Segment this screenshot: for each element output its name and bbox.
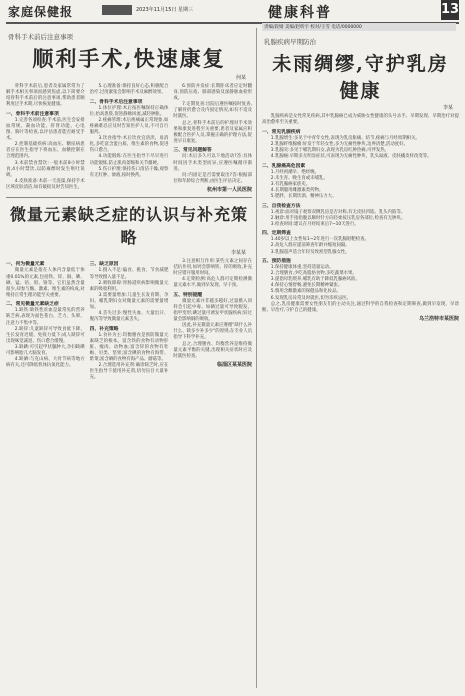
subheading: 四、补充策略 bbox=[89, 326, 119, 332]
text-column bbox=[6, 259, 85, 382]
text-column bbox=[90, 259, 169, 382]
article-byline: 李某某 bbox=[230, 249, 246, 256]
article-title: 顺利手术,快速康复 bbox=[32, 46, 226, 71]
editor-info: 责编/段婧 美编/赵昕宇 校对/王雪 电话/0000000 bbox=[262, 23, 456, 31]
page-number: 13 bbox=[441, 0, 459, 20]
paragraph: 4.丢失过多:慢性失血、大量出汗、腹泻等导致微量元素丢失。 bbox=[89, 311, 169, 323]
text-column bbox=[262, 114, 459, 322]
subheading: 二、骨科手术后注意事项 bbox=[89, 99, 143, 105]
article-body bbox=[262, 114, 459, 322]
paragraph: 4.定期检测:高危人群可定期检测微量元素水平,做到早发现、早干预。 bbox=[173, 277, 253, 289]
paragraph: 4.保持心情舒畅,避免长期精神紧张。 bbox=[270, 283, 343, 289]
paragraph: 1.40岁以上女性每1~2年进行一次乳腺钼靶检查。 bbox=[270, 237, 369, 243]
paragraph: 因此,补充微量元素应遵循"缺什么补什么、缺多少补多少"的原则,在专业人员指导下科学补充。 bbox=[173, 323, 253, 341]
paragraph: 3.饮食指导:术后饮食宜清淡、易消化,多吃富含蛋白质、维生素的食物,促进伤口愈合。 bbox=[89, 136, 169, 154]
author-affiliation: 乌兰浩特市某医院 bbox=[418, 315, 459, 322]
left-column bbox=[6, 28, 252, 382]
paragraph: 1.缺铁:缺铁性贫血是最常见的营养缺乏病,表现为面色苍白、乏力、头晕、注意力不集中等。 bbox=[6, 308, 85, 326]
paragraph: 2.高危人群应提前筛查年龄并缩短间隔。 bbox=[270, 243, 350, 249]
paragraph: 乳腺疾病是女性常见疾病,其中乳腺癌已成为威胁女性健康的头号杀手。早期发现、早期治疗对提高治愈率至关重要。 bbox=[262, 114, 459, 126]
author-affiliation: 杭州市第一人民医院 bbox=[207, 186, 253, 193]
paragraph: 2.吸收障碍:胃肠道疾病影响微量元素的吸收利用。 bbox=[89, 280, 169, 292]
paragraph: 3.提倡母乳喂养,哺乳有助于降低乳腺癌风险。 bbox=[270, 277, 360, 283]
article-byline: 何某 bbox=[235, 75, 246, 81]
paragraph: 微量元素是指在人体内含量低于体重0.01%的元素,包括铁、锌、铜、碘、硒、锰、钴、钼、铬等。它们虽然含量很少,却参与酶、激素、维生素的构成,对维持正常生理功能至关重要。 bbox=[6, 268, 85, 298]
masthead-bar bbox=[102, 5, 132, 15]
paragraph: 2.合理膳食,少吃高脂肪食物,多吃蔬菜水果。 bbox=[270, 271, 357, 277]
subheading: 三、常见问题解答 bbox=[173, 148, 212, 154]
paragraph: 总之,合理膳食、均衡营养是维持微量元素平衡的关键,出现相关症状时应及时就医检查。 bbox=[173, 341, 253, 359]
paragraph: 3.需要量增加:儿童生长发育期、孕妇、哺乳期妇女对微量元素的需要量增加。 bbox=[89, 292, 169, 310]
subheading: 二、常见微量元素缺乏症 bbox=[6, 302, 59, 308]
text-column bbox=[173, 84, 252, 193]
issue-date: 2023年11月15日 星期三 bbox=[136, 7, 194, 13]
paragraph: 3.乳腺炎:多见于哺乳期妇女,表现为乳房红肿热痛,可伴发热。 bbox=[270, 147, 390, 153]
paragraph: 问:术后多久可以下地活动?答:具体时间因手术类型而异,应遵医嘱循序渐进。 bbox=[173, 154, 253, 172]
article-title: 微量元素缺乏症的认识与补充策略 bbox=[9, 204, 248, 247]
subheading: 三、自我检查方法 bbox=[262, 203, 301, 209]
paragraph: 2.控制基础疾病:高血压、糖尿病患者应在医生指导下将血压、血糖控制在合理范围内。 bbox=[6, 142, 85, 160]
article-trace-elements bbox=[6, 202, 252, 382]
paragraph: 4.乳腺癌:早期多无明显症状,可表现为无痛性肿块、乳头溢液、皮肤橘皮样改变等。 bbox=[270, 153, 432, 159]
paragraph: 5.慎用含雌激素的保健品和化妆品。 bbox=[270, 289, 341, 295]
paragraph: 3.缺碘:可引起甲状腺肿大,孕妇缺碘可影响胎儿大脑发育。 bbox=[6, 344, 85, 357]
paragraph: 3.有乳腺癌家族史。 bbox=[270, 181, 311, 187]
paragraph: 总之,乳房健康需要女性朋友们的主动关注,通过科学的自我检查和定期筛查,做到早发现、早诊断、早治疗,守护自己的健康。 bbox=[262, 301, 459, 313]
paragraph: 5.肥胖、长期饮酒、精神压力大。 bbox=[270, 193, 337, 199]
article-breast-health bbox=[262, 37, 459, 322]
paragraph: 6.发现乳房异常及时就医,切勿讳疾忌医。 bbox=[270, 295, 352, 301]
paragraph: 骨科手术前后,患者及家属常常为了解手术相关事项而感到焦虑,以下简要介绍骨科手术前后的注意事项,帮助患者顺利度过手术期,尽快恢复健康。 bbox=[6, 84, 85, 108]
paragraph: 1.完善各项检查:手术前,医生会安排血常规、凝血功能、肝肾功能、心电图、胸片等检查,以评估患者能否耐受手术。 bbox=[6, 117, 85, 142]
paragraph: 微量元素并非越多越好,过量摄入同样会引起中毒。如硒过量可导致脱发、指甲变形;碘过量可诱发甲状腺疾病;锌过量会影响铜的吸收。 bbox=[173, 298, 253, 323]
paragraph: 1.摄入不足:偏食、挑食、节食减肥等导致摄入量不足。 bbox=[89, 268, 169, 280]
paragraph: 2.未生育、晚生育或未哺乳。 bbox=[270, 175, 328, 181]
subheading: 一、常见乳腺疾病 bbox=[262, 129, 301, 135]
paragraph: 1.体位护理:术后按医嘱保持正确体位,抬高患肢,促进静脉回流,减轻肿胀。 bbox=[89, 105, 169, 117]
right-column bbox=[262, 33, 459, 322]
article-kicker: 骨科手术前后注意事项 bbox=[8, 33, 73, 41]
article-body bbox=[6, 84, 252, 193]
paragraph: 1.视诊:面对镜子观察双侧乳房是否对称,有无皮肤凹陷、乳头内陷等。 bbox=[270, 209, 406, 215]
subheading: 三、缺乏原因 bbox=[89, 262, 119, 268]
author-affiliation: 临淄区某某医院 bbox=[217, 361, 253, 368]
article-body bbox=[6, 259, 252, 382]
subheading: 一、骨科手术前注意事项 bbox=[6, 111, 59, 117]
paragraph: 1.保持健康体重,坚持适量运动。 bbox=[270, 265, 334, 271]
column-divider bbox=[256, 28, 257, 688]
article-byline: 李某 bbox=[442, 105, 453, 111]
subheading: 五、特别提醒 bbox=[173, 292, 203, 298]
paragraph: 1.月经初潮早、绝经晚。 bbox=[270, 169, 319, 175]
article-orthopedic bbox=[6, 32, 252, 193]
subheading: 一、何为微量元素 bbox=[6, 262, 45, 268]
section-separator bbox=[6, 197, 252, 198]
paragraph: 2.缺锌:儿童缺锌可导致食欲下降、生长发育迟缓、免疫力低下;成人缺锌可出现味觉减退、伤口愈合缓慢。 bbox=[6, 326, 85, 344]
subheading: 二、乳腺癌高危因素 bbox=[262, 163, 306, 169]
paragraph: 问:内固定是否需要取出?答:根据部位和年龄综合判断,由医生评估决定。 bbox=[173, 172, 253, 184]
paragraph: 3.乳腺超声适合年轻及致密型乳腺女性。 bbox=[270, 249, 350, 255]
article-title: 未雨绸缪,守护乳房健康 bbox=[272, 53, 449, 102]
subheading: 五、预防措施 bbox=[262, 259, 291, 265]
paragraph: 3.术前禁食禁饮:一般术前8小时禁食,4小时禁饮,以防麻醉时发生呕吐误吸。 bbox=[6, 160, 85, 178]
paragraph: 5.伤口护理:保持伤口清洁干燥,观察有无红肿、渗液,按时换药。 bbox=[89, 166, 169, 178]
paragraph: 4.功能锻炼:在医生指导下尽早进行功能锻炼,防止肌肉萎缩和关节僵硬。 bbox=[89, 154, 169, 166]
paragraph: 4.缺硒:与克山病、大骨节病等地方病有关,还可降低机体抗氧化能力。 bbox=[6, 357, 85, 369]
paragraph: 2.疼痛管理:术后疼痛属正常现象,如疼痛难忍应及时告知医护人员,不可自行服药。 bbox=[89, 117, 169, 136]
paragraph: 4.皮肤准备:术前一天洗澡,保持手术区域皮肤清洁,如有破损及时告知医生。 bbox=[6, 178, 85, 190]
article-kicker: 乳腺疾病早期防治 bbox=[264, 38, 316, 46]
paragraph: 1.食补为主:均衡膳食是预防微量元素缺乏的根本。富含铁的食物有动物肝脏、瘦肉、动物血;富含锌的食物有牡蛎、贝类、坚果;富含碘的食物有海带、紫菜;富含硒的食物有海产品、蘑菇等。 bbox=[89, 332, 169, 363]
paragraph: 5.心理准备:保持良好心态,积极配合治疗,过度紧张会影响手术及麻醉效果。 bbox=[89, 84, 169, 96]
paragraph: 3.注意相互作用:某些元素之间存在拮抗作用,如钙会影响铁、锌的吸收,补充时应错开服用时间。 bbox=[173, 258, 253, 277]
paragraph: 2.合理选用补充剂:确诊缺乏时,应在医生指导下使用补充剂,切勿盲目大量补充。 bbox=[89, 363, 169, 381]
column-name: 健康科普 bbox=[268, 5, 332, 21]
masthead bbox=[6, 0, 459, 24]
paragraph: 2.触诊:用手指指腹以顺时针方向轻柔按压乳房各部位,检查有无肿块。 bbox=[270, 215, 406, 221]
paragraph: 6.预防并发症:长期卧床者应定时翻身,预防压疮、肺部感染及深静脉血栓形成。 bbox=[173, 84, 253, 102]
subheading: 四、定期筛查 bbox=[262, 231, 291, 237]
paragraph: 1.乳腺增生:多见于中青年女性,表现为乳房胀痛、结节,疼痛与月经周期相关。 bbox=[270, 135, 420, 141]
paragraph: 3.检查时间:建议在月经结束后7~10天进行。 bbox=[270, 221, 359, 227]
paragraph: 4.长期服用雌激素类药物。 bbox=[270, 187, 324, 193]
paragraph: 7.定期复查:出院后遵医嘱按时复查,了解骨折愈合及内固定情况,如有不适及时就医。 bbox=[173, 102, 253, 120]
text-column bbox=[6, 84, 85, 193]
paragraph: 总之,骨科手术前后的护理对手术效果和康复进程至关重要,患者及家属应积极配合医护人员,掌握正确的护理方法,促进早日康复。 bbox=[173, 120, 253, 144]
text-column bbox=[90, 84, 169, 193]
text-column bbox=[173, 259, 252, 382]
paragraph: 2.乳腺纤维腺瘤:好发于年轻女性,多为无痛性肿块,边界清楚,活动度好。 bbox=[270, 141, 408, 147]
section-name: 家庭保健报 bbox=[8, 5, 74, 19]
